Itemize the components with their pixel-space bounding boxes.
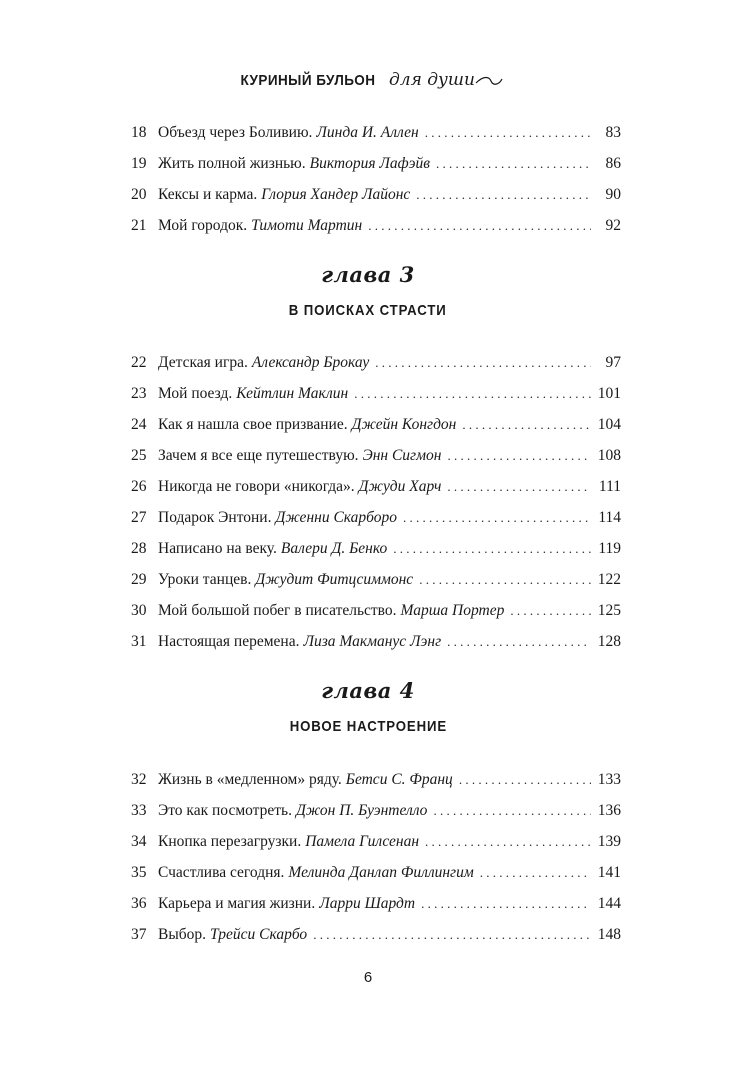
running-head-script: для души [388,70,475,90]
entry-page: 139 [597,833,621,850]
toc-entry[interactable] [131,379,621,409]
entry-author: Джуди Харч [358,478,442,495]
entry-number: 27 [131,509,147,526]
entry-author: Памела Гилсенан [305,833,420,850]
toc-entry[interactable] [131,565,621,595]
entry-page: 125 [597,602,621,619]
entry-number: 32 [131,771,147,788]
entry-number: 19 [131,155,147,172]
entry-page: 104 [597,416,621,433]
toc-entry[interactable] [131,596,621,626]
toc-entry[interactable] [131,827,621,857]
toc-entry[interactable] [131,348,621,378]
toc-entry[interactable] [131,211,621,241]
entry-page: 108 [597,447,621,464]
entry-author: Валери Д. Бенко [280,540,388,557]
entry-number: 22 [131,354,147,371]
dot-leader [447,441,591,471]
chapter-title-text: В ПОИСКАХ СТРАСТИ [289,302,447,319]
entry-page: 114 [598,509,621,526]
entry-author: Энн Сигмон [362,447,442,464]
dot-leader [419,565,591,595]
entry-page: 148 [597,926,621,943]
dot-leader [368,211,591,241]
entry-title: Кексы и карма. [158,186,258,203]
entry-page: 122 [597,571,621,588]
dot-leader [510,596,591,626]
entry-title: Это как посмотреть. [158,802,292,819]
dot-leader [354,379,591,409]
toc-entry[interactable] [131,503,621,533]
toc-entry[interactable] [131,920,621,950]
entry-number: 26 [131,478,147,495]
entry-author: Линда И. Аллен [316,124,419,141]
entry-title: Объезд через Боливию. [158,124,313,141]
entry-author: Тимоти Мартин [251,217,363,234]
entry-number: 37 [131,926,147,943]
entry-title: Выбор. [158,926,207,943]
page-number: 6 [363,969,373,986]
toc-entry[interactable] [131,858,621,888]
entry-page: 97 [605,354,621,371]
entry-number: 30 [131,602,147,619]
dot-leader [436,149,591,179]
dot-leader [425,118,591,148]
entry-number: 20 [131,186,147,203]
entry-number: 33 [131,802,147,819]
dot-leader [416,180,591,210]
toc-entry[interactable] [131,627,621,657]
entry-page: 86 [605,155,621,172]
entry-page: 144 [597,895,621,912]
entry-number: 35 [131,864,147,881]
dot-leader [393,534,591,564]
toc-entry[interactable] [131,118,621,148]
entry-title: Как я нашла свое призвание. [158,416,348,433]
entry-number: 21 [131,217,147,234]
toc-entry[interactable] [131,472,621,502]
toc-entry[interactable] [131,889,621,919]
entry-title: Настоящая перемена. [158,633,300,650]
entry-author: Бетси С. Франц [345,771,453,788]
dot-leader [375,348,591,378]
entry-number: 24 [131,416,147,433]
dot-leader [421,889,591,919]
entry-title: Подарок Энтони. [158,509,272,526]
dot-leader [447,627,591,657]
entry-page: 83 [605,124,621,141]
chapter-label: глава 4 [321,678,415,703]
entry-author: Виктория Лафэйв [309,155,430,172]
entry-title: Счастлива сегодня. [158,864,285,881]
entry-page: 111 [598,478,621,495]
chapter-title [0,302,736,319]
running-head-title: КУРИНЫЙ БУЛЬОН [240,72,376,89]
dot-leader [459,765,591,795]
entry-title: Мой поезд. [158,385,233,402]
entry-title: Уроки танцев. [158,571,252,588]
entry-title: Мой городок. [158,217,248,234]
running-head [0,70,736,90]
entry-page: 136 [597,802,621,819]
dot-leader [433,796,591,826]
entry-page: 90 [605,186,621,203]
entry-author: Глория Хандер Лайонс [261,186,411,203]
entry-number: 18 [131,124,147,141]
entry-number: 36 [131,895,147,912]
toc-entry[interactable] [131,765,621,795]
chapter-title [0,718,736,735]
entry-title: Зачем я все еще путешествую. [158,447,359,464]
entry-author: Александр Брокау [251,354,370,371]
toc-entry[interactable] [131,410,621,440]
entry-author: Марша Портер [400,602,505,619]
dot-leader [403,503,591,533]
dot-leader [425,827,591,857]
toc-entry[interactable] [131,534,621,564]
entry-page: 133 [597,771,621,788]
toc-entry[interactable] [131,149,621,179]
entry-author: Дженни Скарборо [275,509,397,526]
toc-entry[interactable] [131,441,621,471]
entry-title: Кнопка перезагрузки. [158,833,302,850]
dot-leader [480,858,591,888]
entry-author: Мелинда Данлап Филлингим [288,864,474,881]
entry-author: Джон П. Буэнтелло [295,802,428,819]
entry-title: Карьера и магия жизни. [158,895,316,912]
entry-number: 34 [131,833,147,850]
entry-author: Лиза Макманус Лэнг [303,633,442,650]
entry-number: 31 [131,633,147,650]
entry-number: 28 [131,540,147,557]
entry-page: 119 [598,540,621,557]
toc-entry[interactable] [131,796,621,826]
entry-page: 128 [597,633,621,650]
entry-page: 101 [597,385,621,402]
dot-leader [447,472,591,502]
entry-title: Написано на веку. [158,540,277,557]
dot-leader [313,920,591,950]
entry-number: 29 [131,571,147,588]
entry-title: Детская игра. [158,354,248,371]
toc-entry[interactable] [131,180,621,210]
entry-title: Мой большой побег в писательство. [158,602,397,619]
entry-page: 141 [597,864,621,881]
dot-leader [462,410,591,440]
entry-title: Никогда не говори «никогда». [158,478,355,495]
entry-title: Жить полной жизнью. [158,155,306,172]
entry-page: 92 [605,217,621,234]
entry-number: 23 [131,385,147,402]
chapter-label: глава 3 [321,262,415,287]
entry-author: Ларри Шардт [319,895,416,912]
entry-number: 25 [131,447,147,464]
entry-author: Джейн Конгдон [351,416,457,433]
entry-author: Кейтлин Маклин [236,385,349,402]
swash-ornament-icon [475,74,503,88]
entry-author: Трейси Скарбо [210,926,308,943]
entry-author: Джудит Фитцсиммонс [255,571,414,588]
entry-title: Жизнь в «медленном» ряду. [158,771,342,788]
chapter-title-text: НОВОЕ НАСТРОЕНИЕ [289,718,447,735]
